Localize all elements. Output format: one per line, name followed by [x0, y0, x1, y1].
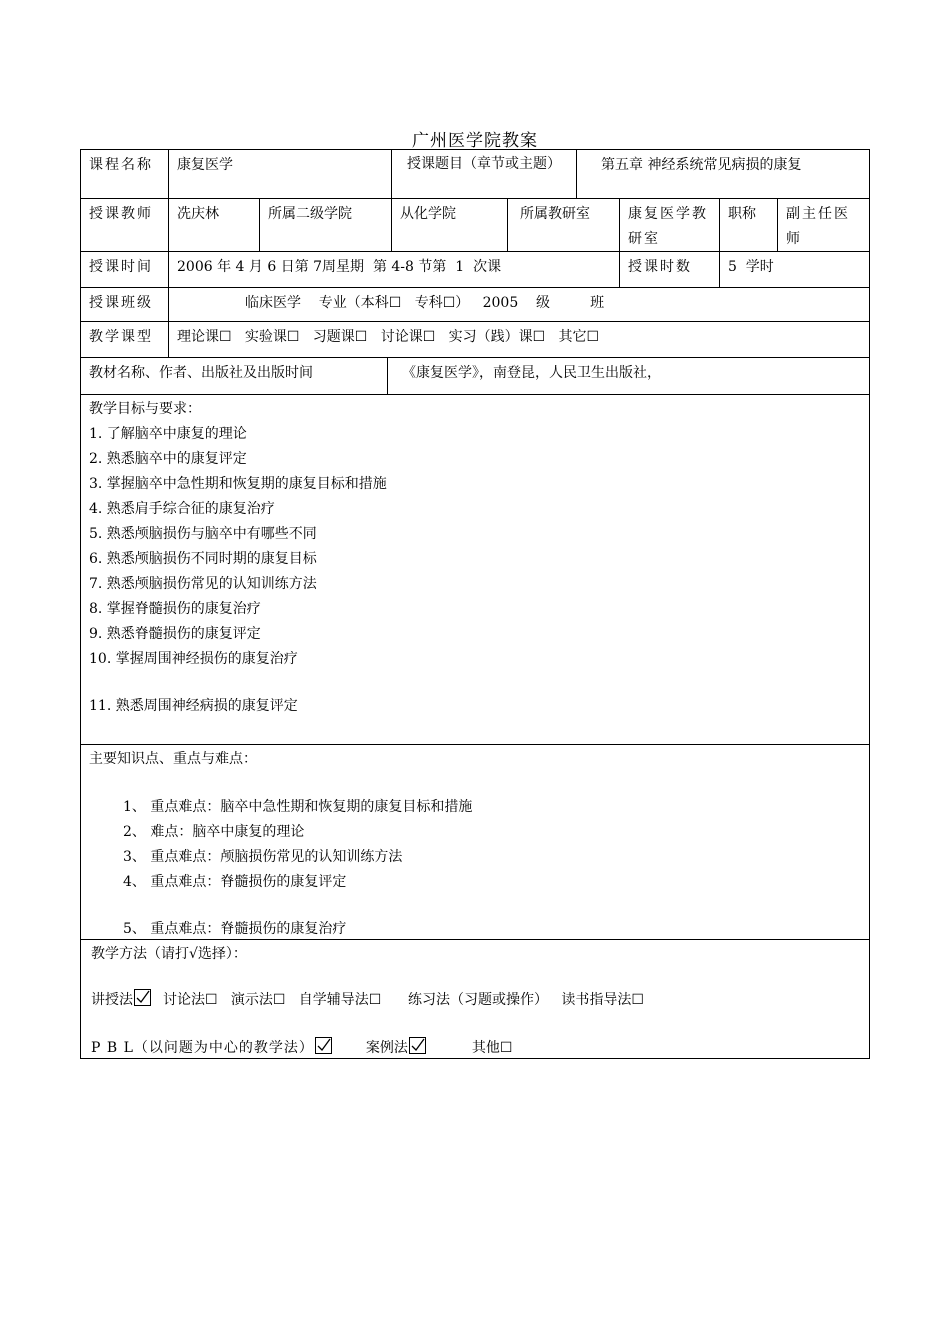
list-item: 3、 重点难点：颅脑损伤常见的认知训练方法	[123, 849, 403, 865]
list-item: 5. 熟悉颅脑损伤与脑卒中有哪些不同	[89, 526, 317, 542]
keypoints-heading: 主要知识点、重点与难点：	[89, 751, 257, 767]
other-method-label: 其他☐	[471, 1040, 513, 1056]
college-value: 从化学院	[391, 198, 507, 251]
course-type-label: 教学课型	[80, 321, 168, 357]
list-item: 9. 熟悉脊髓损伤的康复评定	[89, 626, 261, 642]
hours-value: 5 学时	[719, 251, 870, 287]
list-item: 6. 熟悉颅脑损伤不同时期的康复目标	[89, 551, 317, 567]
list-item: 10. 掌握周围神经损伤的康复治疗	[89, 651, 298, 667]
class-label: 授课班级	[80, 287, 168, 321]
table-border	[80, 149, 870, 1059]
case-method-label: 案例法	[365, 1040, 408, 1056]
course-type-value: 理论课☐ 实验课☐ 习题课☐ 讨论课☐ 实习（践）课☐ 其它☐	[168, 321, 870, 357]
rank-value: 副主任医师	[777, 198, 870, 251]
college-label: 所属二级学院	[259, 198, 391, 251]
class-value: 临床医学 专业（本科☐ 专科☐） 2005 级 班	[168, 287, 870, 321]
list-item: 1、 重点难点：脑卒中急性期和恢复期的康复目标和措施	[123, 799, 473, 815]
list-item: 2. 熟悉脑卒中的康复评定	[89, 451, 247, 467]
page-title: 广州医学院教案	[412, 131, 538, 151]
course-name-value: 康复医学	[168, 149, 391, 198]
lecture-method-label: 讲授法	[91, 992, 133, 1008]
topic-value: 第五章 神经系统常见病损的康复	[576, 149, 870, 198]
list-item: 3. 掌握脑卒中急性期和恢复期的康复目标和措施	[89, 476, 387, 492]
list-item: 4. 熟悉肩手综合征的康复治疗	[89, 501, 275, 517]
teacher-value: 冼庆林	[168, 198, 259, 251]
methods-heading: 教学方法（请打√选择）：	[91, 946, 247, 962]
time-value: 2006 年 4 月 6 日第 7周星期 第 4-8 节第 1 次课	[168, 251, 619, 287]
topic-label: 授课题目（章节或主题）	[391, 149, 576, 198]
course-name-label: 课程名称	[80, 149, 168, 198]
list-item: 7. 熟悉颅脑损伤常见的认知训练方法	[89, 576, 317, 592]
dept-label: 所属教研室	[507, 198, 619, 251]
list-item: 4、 重点难点：脊髓损伤的康复评定	[123, 874, 347, 890]
rank-label: 职称	[719, 198, 777, 251]
dept-value: 康复医学教研室	[619, 198, 719, 251]
list-item: 11. 熟悉周围神经病损的康复评定	[89, 698, 298, 714]
list-item: 8. 掌握脊髓损伤的康复治疗	[89, 601, 261, 617]
lesson-plan-table	[80, 149, 870, 1059]
hours-label: 授课时数	[619, 251, 719, 287]
time-label: 授课时间	[80, 251, 168, 287]
pbl-method-label: P B L（以问题为中心的教学法）	[91, 1040, 314, 1056]
list-item: 5、 重点难点：脊髓损伤的康复治疗	[123, 921, 347, 937]
teacher-label: 授课教师	[80, 198, 168, 251]
list-item: 2、 难点：脑卒中康复的理论	[123, 824, 305, 840]
objectives-heading: 教学目标与要求：	[89, 401, 201, 417]
other-methods-text: 讨论法☐ 演示法☐ 自学辅导法☐ 练习法（习题或操作） 读书指导法☐	[163, 992, 644, 1008]
textbook-value: 《康复医学》，南登昆，人民卫生出版社，	[387, 357, 870, 394]
list-item: 1. 了解脑卒中康复的理论	[89, 426, 247, 442]
textbook-label: 教材名称、作者、出版社及出版时间	[80, 357, 387, 394]
